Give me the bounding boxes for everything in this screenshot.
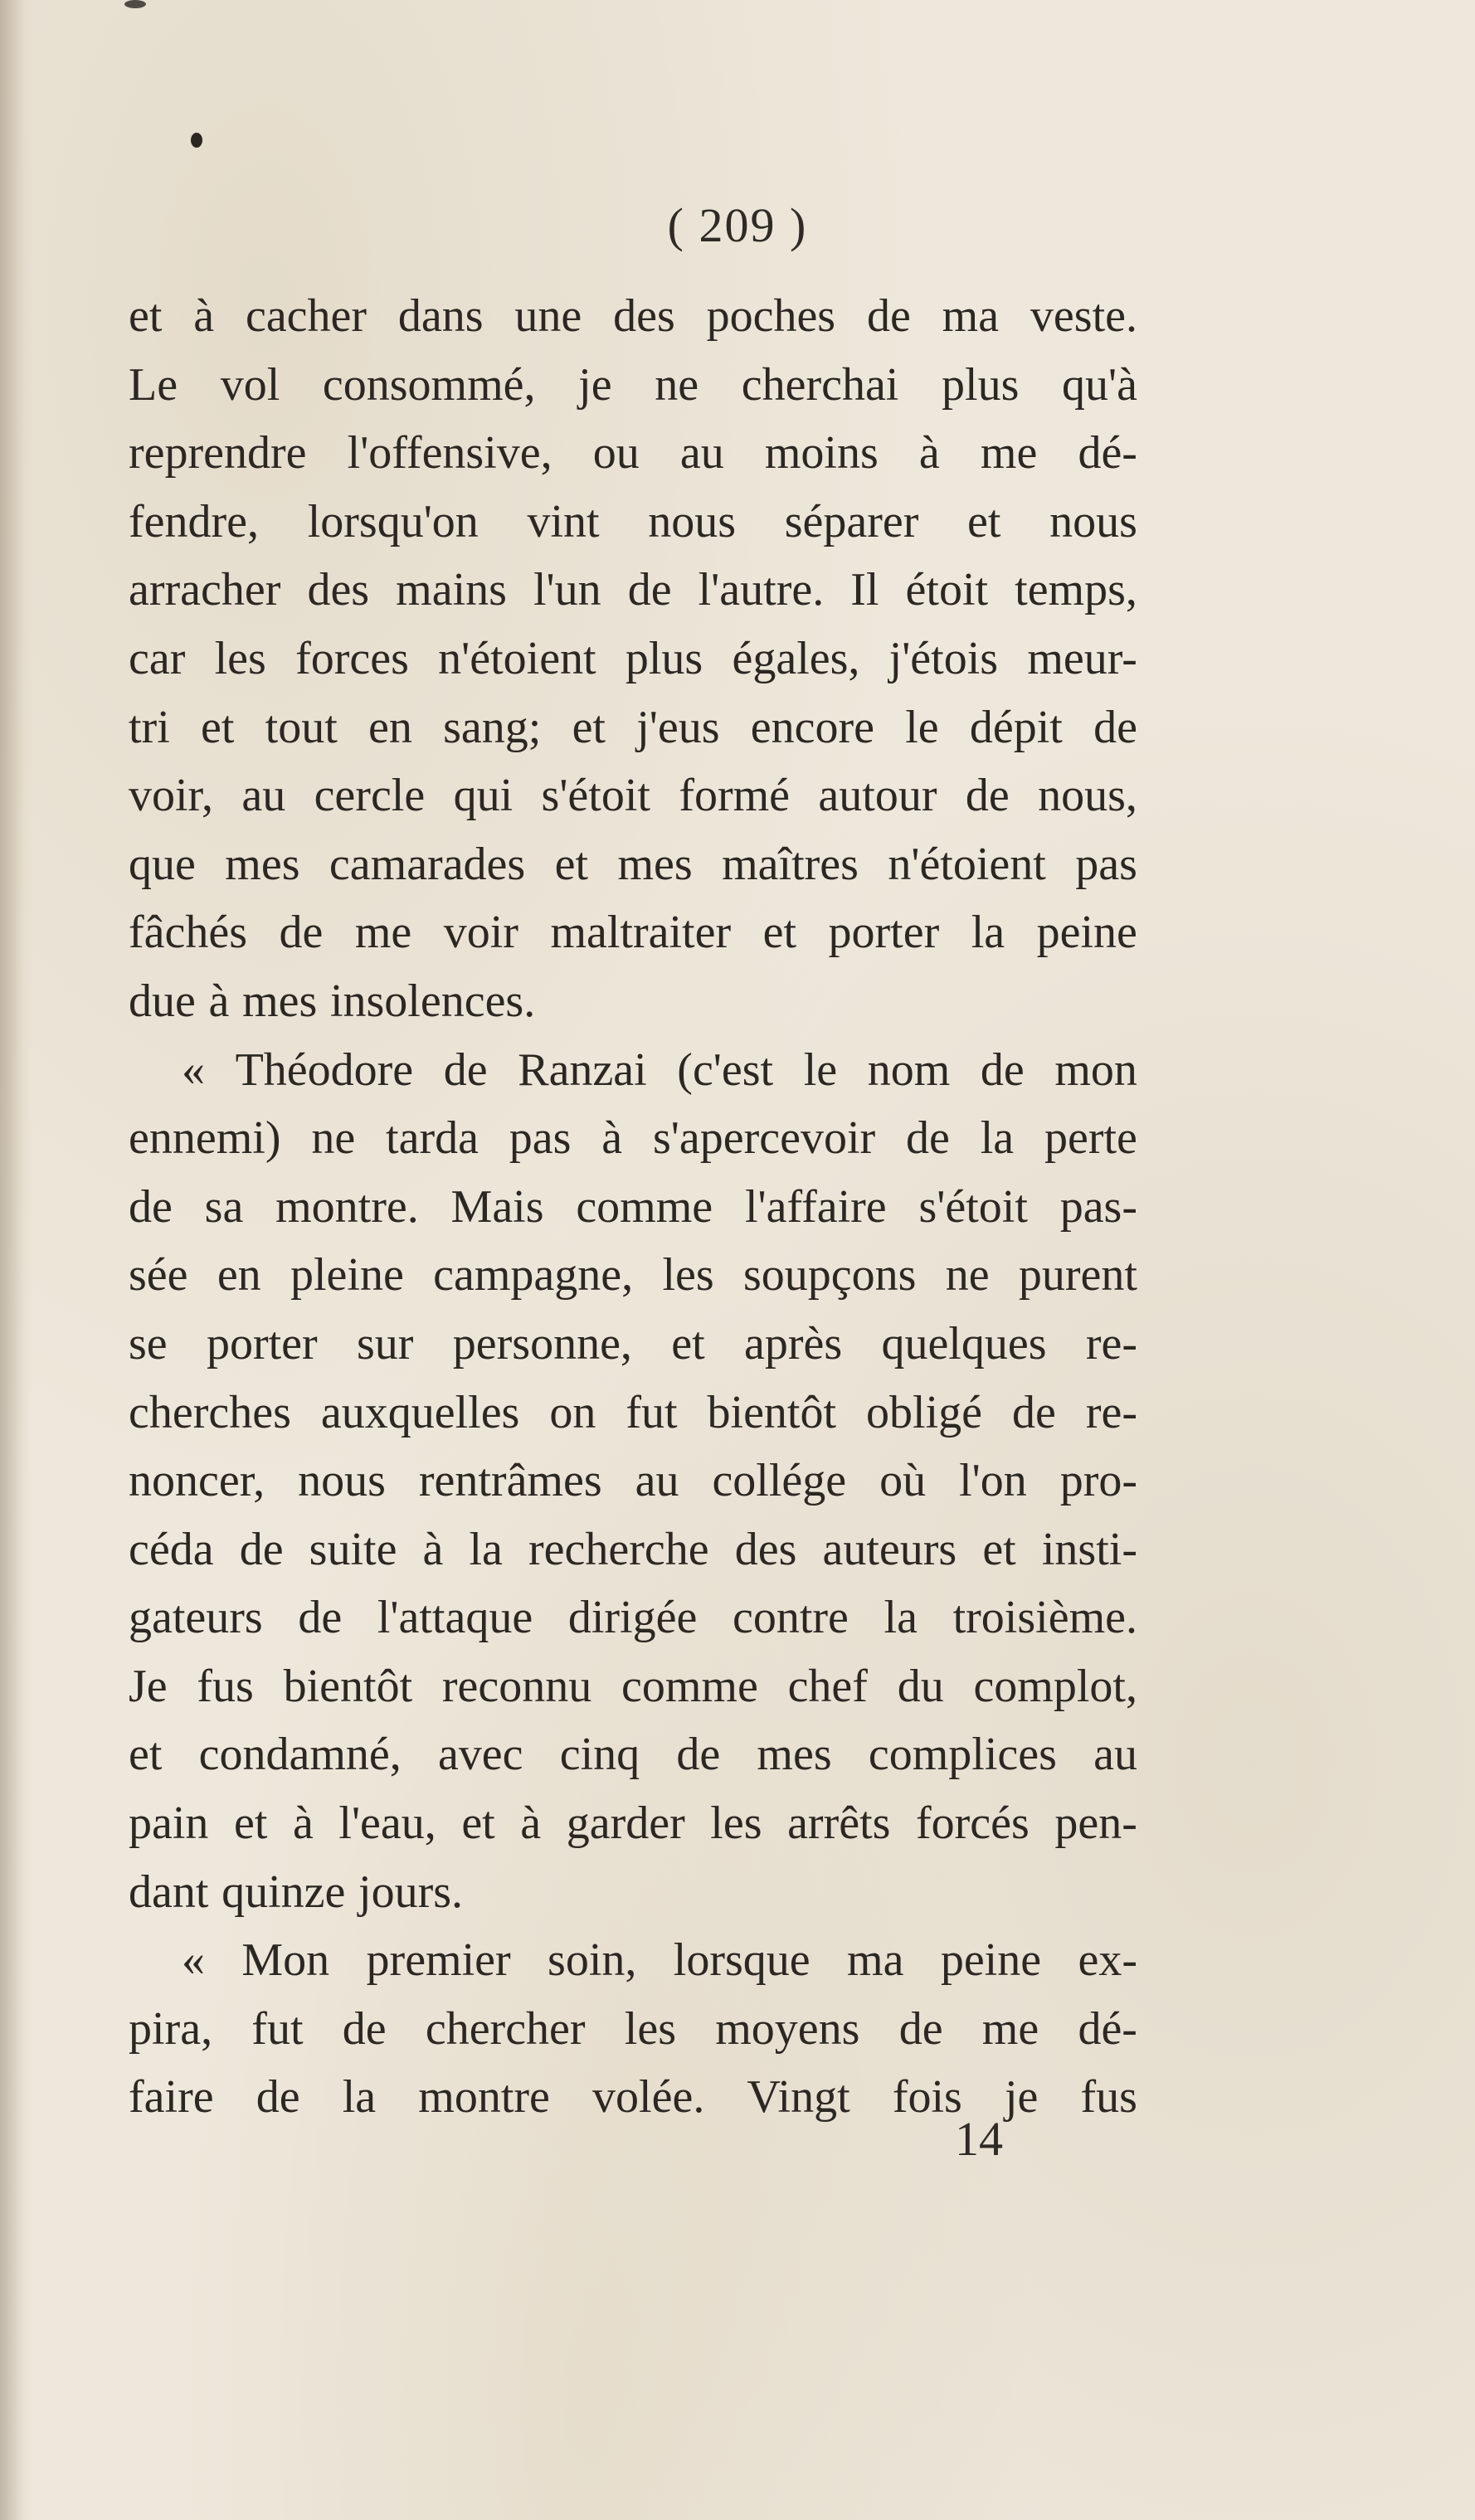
word: comme xyxy=(576,1180,713,1233)
word: mains xyxy=(396,564,507,616)
word: que xyxy=(129,838,196,890)
word: insolences. xyxy=(329,975,536,1027)
word: céda xyxy=(129,1523,214,1575)
text-line xyxy=(129,625,1137,693)
text-line xyxy=(129,693,1137,762)
word: de xyxy=(239,1523,284,1575)
word: j'eus xyxy=(636,701,720,753)
word: camarades xyxy=(329,838,526,890)
word: rentrâmes xyxy=(418,1455,602,1507)
word: de xyxy=(129,1180,173,1233)
word: sée xyxy=(129,1249,188,1301)
word: voir xyxy=(443,907,518,959)
word: perte xyxy=(1044,1112,1137,1165)
text-line xyxy=(129,1104,1137,1173)
word: « xyxy=(182,1044,205,1096)
word: cacher xyxy=(245,290,368,342)
word: re- xyxy=(1085,1317,1137,1369)
text-line xyxy=(129,1720,1137,1789)
word: et xyxy=(967,495,1001,547)
word: porter xyxy=(828,907,940,959)
word: de xyxy=(965,770,1010,822)
page-number: ( 209 ) xyxy=(667,198,808,252)
ink-spot xyxy=(124,0,146,8)
word: chercher xyxy=(425,2002,586,2055)
word: l'on xyxy=(959,1455,1027,1507)
text-line xyxy=(129,1515,1137,1584)
word: arrêts xyxy=(787,1798,891,1850)
word: premier xyxy=(366,1934,511,1987)
word: gateurs xyxy=(129,1592,263,1644)
word: pain xyxy=(129,1798,209,1850)
word: insti- xyxy=(1041,1523,1137,1575)
word: fâchés xyxy=(129,907,248,959)
word: ma xyxy=(847,1934,904,1987)
text-line xyxy=(129,1995,1137,2064)
text-line xyxy=(129,282,1137,351)
word: purent xyxy=(1018,1249,1137,1301)
text-line xyxy=(129,898,1137,967)
text-line xyxy=(129,830,1137,899)
text-line xyxy=(129,1858,1137,1927)
word: on xyxy=(549,1386,596,1438)
word: fut xyxy=(251,2002,304,2055)
word: pen- xyxy=(1054,1798,1137,1850)
word: quinze xyxy=(221,1866,346,1918)
word: à xyxy=(520,1798,542,1850)
word: autour xyxy=(818,770,937,822)
word: dant xyxy=(129,1866,209,1918)
word: mes xyxy=(757,1729,832,1781)
word: l'eau, xyxy=(338,1798,436,1850)
word: fus xyxy=(197,1660,254,1712)
word: Ranzai xyxy=(518,1044,647,1096)
word: avec xyxy=(437,1729,523,1781)
word: la xyxy=(980,1112,1015,1165)
word: je xyxy=(578,358,612,411)
word: à xyxy=(208,975,230,1027)
text-line xyxy=(129,1926,1137,1995)
word: Le xyxy=(129,358,178,411)
word: reprendre xyxy=(129,427,307,479)
text-line xyxy=(129,1379,1137,1447)
text-line xyxy=(129,556,1137,625)
word: comme xyxy=(621,1660,758,1712)
word: au xyxy=(679,427,724,479)
word: dépit xyxy=(969,701,1063,753)
word: n'étoient xyxy=(888,838,1046,890)
word: les xyxy=(214,632,266,684)
word: recherche xyxy=(528,1523,709,1575)
word: poches xyxy=(706,290,836,342)
word: personne, xyxy=(452,1317,632,1369)
word: peine xyxy=(940,1934,1042,1987)
word: ne xyxy=(311,1112,356,1165)
word: nous xyxy=(648,495,737,547)
word: ne xyxy=(945,1249,990,1301)
word: montre. xyxy=(275,1180,419,1233)
word: plus xyxy=(942,358,1020,411)
word: re- xyxy=(1085,1386,1137,1438)
word: se xyxy=(129,1317,168,1369)
word: ou xyxy=(592,427,640,479)
word: la xyxy=(342,2071,377,2124)
word: dé- xyxy=(1078,427,1137,479)
word: moins xyxy=(764,427,879,479)
word: au xyxy=(1093,1729,1137,1781)
word: forces xyxy=(295,632,409,684)
word: tri xyxy=(129,701,170,753)
word: dans xyxy=(397,290,484,342)
word: meur- xyxy=(1027,632,1137,684)
word: qu'à xyxy=(1062,358,1137,411)
word: troisième. xyxy=(952,1592,1137,1644)
text-line xyxy=(129,488,1137,557)
word: s'étoit xyxy=(541,770,650,822)
text-line xyxy=(129,1310,1137,1379)
word: me xyxy=(354,907,412,959)
word: Théodore xyxy=(235,1044,414,1096)
word: chef xyxy=(787,1660,868,1712)
text-line xyxy=(129,1584,1137,1652)
word: à xyxy=(918,427,940,479)
word: lorsque xyxy=(673,1934,811,1987)
word: maltraiter xyxy=(550,907,732,959)
word: nous xyxy=(1049,495,1137,547)
word: « xyxy=(182,1934,205,1987)
word: au xyxy=(635,1455,679,1507)
word: des xyxy=(613,290,675,342)
word: nous xyxy=(298,1455,386,1507)
word: dé- xyxy=(1078,2002,1137,2055)
word: les xyxy=(662,1249,714,1301)
text-line xyxy=(129,1241,1137,1310)
word: arracher xyxy=(129,564,281,616)
word: du xyxy=(897,1660,944,1712)
word: montre xyxy=(418,2071,550,2124)
word: ma xyxy=(942,290,1000,342)
word: ne xyxy=(655,358,699,411)
word: vol xyxy=(220,358,280,411)
word: cinq xyxy=(559,1729,640,1781)
word: consommé, xyxy=(322,358,536,411)
word: où xyxy=(879,1455,927,1507)
word: séparer xyxy=(784,495,919,547)
word: et xyxy=(572,701,606,753)
word: vint xyxy=(527,495,600,547)
signature-mark: 14 xyxy=(955,2112,1003,2166)
word: de xyxy=(980,1044,1025,1096)
word: (c'est xyxy=(677,1044,774,1096)
word: ex- xyxy=(1078,1934,1137,1987)
word: due xyxy=(129,975,196,1027)
word: de xyxy=(443,1044,488,1096)
word: et xyxy=(201,701,235,753)
word: collége xyxy=(712,1455,847,1507)
word: fut xyxy=(626,1386,678,1438)
word: faire xyxy=(129,2071,214,2124)
word: mon xyxy=(1054,1044,1137,1096)
word: quelques xyxy=(881,1317,1047,1369)
word: et xyxy=(671,1317,705,1369)
word: soin, xyxy=(548,1934,637,1987)
word: à xyxy=(292,1798,314,1850)
text-line xyxy=(129,1173,1137,1242)
word: de xyxy=(1093,701,1137,753)
word: me xyxy=(981,2002,1039,2055)
word: me xyxy=(980,427,1038,479)
word: condamné, xyxy=(198,1729,402,1781)
word: soupçons xyxy=(742,1249,917,1301)
word: nous, xyxy=(1038,770,1137,822)
word: plus xyxy=(625,632,703,684)
word: tarda xyxy=(386,1112,479,1165)
word: fendre, xyxy=(129,495,260,547)
text-line xyxy=(129,1789,1137,1858)
word: encore xyxy=(750,701,874,753)
word: et xyxy=(554,838,589,890)
word: suite xyxy=(309,1523,397,1575)
word: Je xyxy=(129,1660,168,1712)
word: pira, xyxy=(129,2002,213,2055)
word: peine xyxy=(1036,907,1137,959)
word: n'étoient xyxy=(438,632,596,684)
word: noncer, xyxy=(129,1455,265,1507)
word: auteurs xyxy=(822,1523,957,1575)
word: obligé xyxy=(866,1386,983,1438)
word: à xyxy=(422,1523,444,1575)
word: au xyxy=(241,770,286,822)
word: porter xyxy=(206,1317,318,1369)
word: dirigée xyxy=(567,1592,698,1644)
word: des xyxy=(734,1523,797,1575)
word: garder xyxy=(566,1798,685,1850)
word: bientôt xyxy=(707,1386,837,1438)
word: la xyxy=(884,1592,918,1644)
word: cercle xyxy=(314,770,426,822)
word: de xyxy=(898,2002,943,2055)
word: et xyxy=(129,290,163,342)
word: et xyxy=(233,1798,268,1850)
word: pleine xyxy=(290,1249,404,1301)
word: s'apercevoir xyxy=(653,1112,876,1165)
word: fois xyxy=(892,2071,962,2124)
word: l'offensive, xyxy=(347,427,553,479)
word: pas- xyxy=(1059,1180,1137,1233)
ink-spot xyxy=(191,133,202,148)
word: nom xyxy=(867,1044,951,1096)
text-line xyxy=(129,351,1137,420)
word: une xyxy=(514,290,582,342)
word: tout xyxy=(265,701,338,753)
text-line xyxy=(129,1036,1137,1105)
word: je xyxy=(1004,2071,1039,2124)
word: en xyxy=(217,1249,261,1301)
word: volée. xyxy=(592,2071,705,2124)
word: voir, xyxy=(129,770,213,822)
word: fus xyxy=(1080,2071,1137,2124)
word: reconnu xyxy=(441,1660,592,1712)
word: contre xyxy=(732,1592,849,1644)
word: pas xyxy=(1075,838,1137,890)
word: de xyxy=(906,1112,950,1165)
text-line xyxy=(129,967,1137,1036)
word: et xyxy=(461,1798,495,1850)
word: Mais xyxy=(450,1180,544,1233)
word: de xyxy=(627,564,672,616)
word: à xyxy=(193,290,215,342)
word: les xyxy=(624,2002,677,2055)
word: la xyxy=(469,1523,503,1575)
word: bientôt xyxy=(283,1660,413,1712)
word: l'attaque xyxy=(377,1592,533,1644)
word: sang; xyxy=(443,701,542,753)
word: et xyxy=(982,1523,1016,1575)
word: ennemi) xyxy=(129,1112,281,1165)
word: veste. xyxy=(1030,290,1137,342)
word: de xyxy=(279,907,324,959)
word: Il xyxy=(850,564,879,616)
word: pro- xyxy=(1059,1455,1137,1507)
word: complices xyxy=(868,1729,1057,1781)
word: maîtres xyxy=(722,838,859,890)
word: la xyxy=(971,907,1005,959)
word: lorsqu'on xyxy=(307,495,479,547)
word: l'un xyxy=(533,564,601,616)
word: cherchai xyxy=(741,358,899,411)
text-line xyxy=(129,419,1137,488)
word: étoit xyxy=(905,564,989,616)
word: des xyxy=(307,564,370,616)
word: cherches xyxy=(129,1386,291,1438)
word: complot, xyxy=(973,1660,1137,1712)
word: jours. xyxy=(358,1866,464,1918)
word: auxquelles xyxy=(320,1386,520,1438)
word: temps, xyxy=(1015,564,1137,616)
word: de xyxy=(256,2071,300,2124)
word: de xyxy=(866,290,911,342)
word: égales, xyxy=(732,632,860,684)
word: forcés xyxy=(916,1798,1030,1850)
word: l'autre. xyxy=(698,564,825,616)
word: et xyxy=(762,907,797,959)
word: après xyxy=(743,1317,843,1369)
word: moyens xyxy=(715,2002,860,2055)
body-text xyxy=(129,282,1137,2132)
word: s'étoit xyxy=(918,1180,1028,1233)
text-line xyxy=(129,1652,1137,1721)
word: campagne, xyxy=(433,1249,634,1301)
word: et xyxy=(129,1729,163,1781)
word: formé xyxy=(679,770,791,822)
word: sa xyxy=(204,1180,244,1233)
word: en xyxy=(368,701,412,753)
word: le xyxy=(905,701,939,753)
word: les xyxy=(710,1798,762,1850)
word: Vingt xyxy=(747,2071,850,2124)
word: qui xyxy=(453,770,514,822)
word: Mon xyxy=(241,1934,330,1987)
text-line xyxy=(129,761,1137,830)
word: de xyxy=(1012,1386,1056,1438)
word: le xyxy=(803,1044,838,1096)
word: pas xyxy=(509,1112,572,1165)
word: de xyxy=(298,1592,343,1644)
page-edge-shadow xyxy=(0,0,23,2520)
word: j'étois xyxy=(888,632,999,684)
word: de xyxy=(676,1729,721,1781)
word: mes xyxy=(242,975,318,1027)
word: mes xyxy=(225,838,300,890)
word: car xyxy=(129,632,186,684)
word: mes xyxy=(617,838,693,890)
word: de xyxy=(342,2002,387,2055)
word: à xyxy=(601,1112,623,1165)
text-line xyxy=(129,1447,1137,1515)
word: sur xyxy=(357,1317,414,1369)
word: l'affaire xyxy=(744,1180,887,1233)
